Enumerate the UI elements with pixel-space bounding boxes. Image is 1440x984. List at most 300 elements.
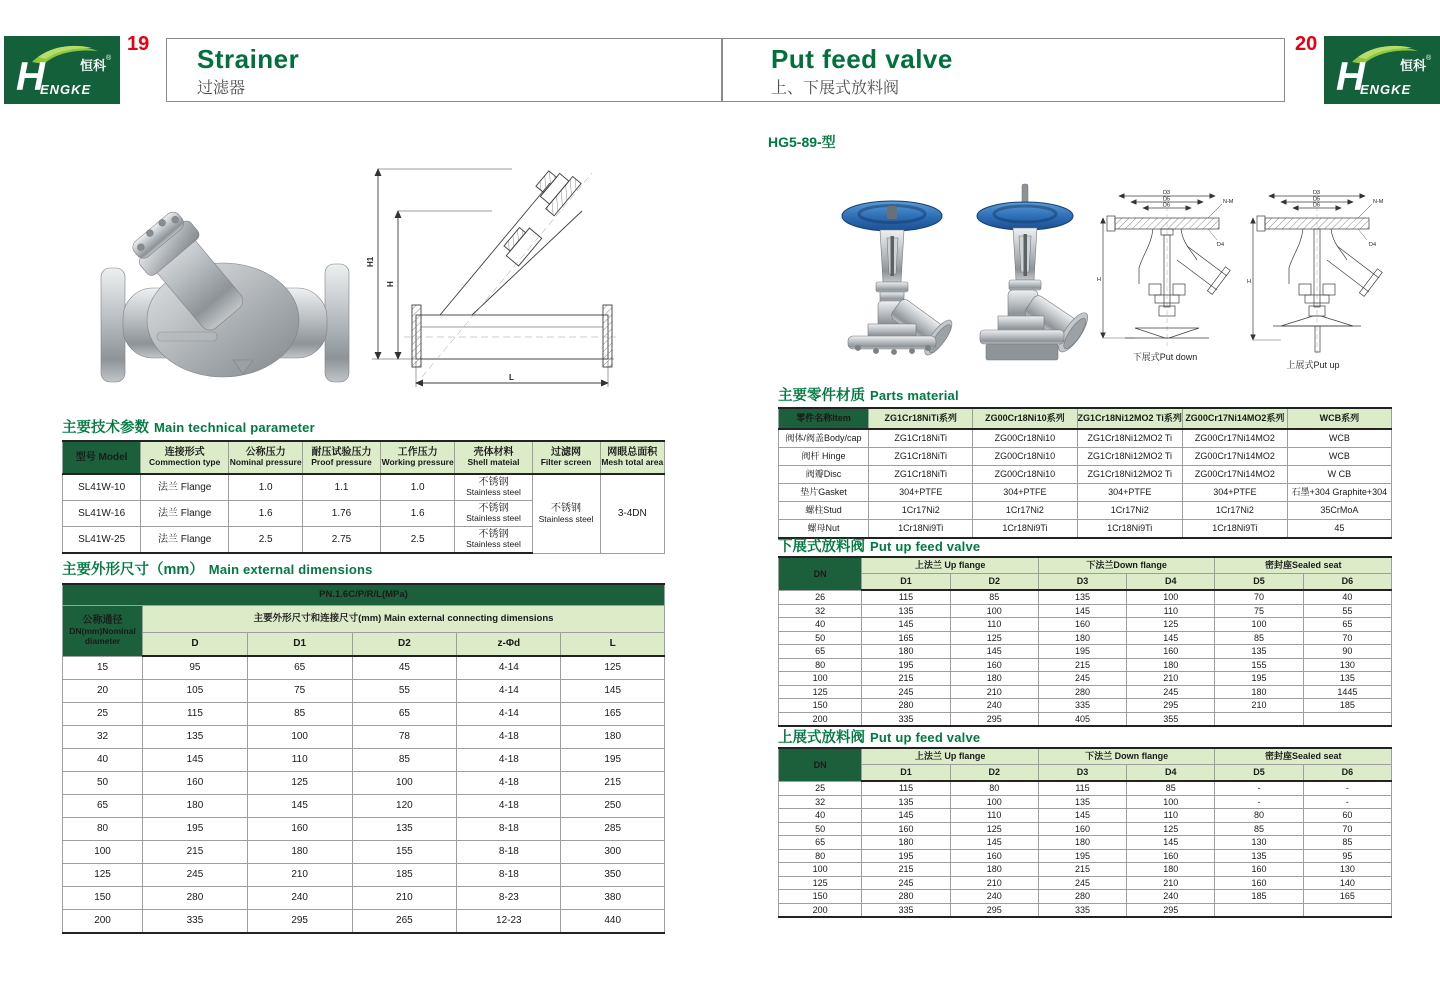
table-cell: 160 [862,822,950,836]
table-cell: ZG1Cr18Ni12MO2 Ti [1077,466,1182,484]
feed-valve-drawing-up [1245,188,1393,363]
table-cell: 55 [1303,604,1391,618]
table-cell: 135 [1303,672,1391,686]
table-cell: 180 [1038,631,1126,645]
table-cell: 78 [352,726,457,749]
table-cell: 1.0 [380,474,455,501]
table-header-row [779,574,1392,591]
hengke-logo-icon [4,36,120,104]
table-cell: 240 [247,887,352,910]
table-cell: 145 [561,680,665,703]
table-cell: ZG1Cr18Ni12MO2 Ti [1077,429,1182,448]
table-cell: 180 [950,672,1038,686]
table-cell: ZG1Cr18Ni12MO2 Ti [1077,448,1182,466]
col-header: D2 [352,633,457,657]
table-cell: 180 [1038,836,1126,850]
group-header: 密封座Sealed seat [1215,557,1392,574]
col-header: 零件名称Item [779,408,869,429]
table-cell: 40 [1303,590,1391,604]
dim-label-h1: H1 [366,256,375,267]
col-header: L [561,633,665,657]
svg-text:D3: D3 [1163,190,1171,196]
table-cell [1303,903,1391,917]
svg-text:D6: D6 [1163,202,1171,209]
table-cell: WCB [1287,448,1391,466]
col-header: 连接形式 Commection type [141,441,229,474]
table-cell: 100 [779,672,862,686]
table-cell: 215 [862,672,950,686]
col-header: ZG1Cr18Ni12MO2 Ti系列 [1077,408,1182,429]
table-cell: 200 [779,712,862,726]
table-cell: 65 [63,795,143,818]
table-cell: 350 [561,864,665,887]
table-cell: 180 [143,795,248,818]
table-cell: 215 [561,772,665,795]
table-cell: ZG1Cr18NiTi [869,466,973,484]
table-header-row [63,633,665,657]
table-cell: 280 [862,699,950,713]
table-cell: 210 [247,864,352,887]
table-cell: 335 [1038,903,1126,917]
svg-text:D4: D4 [1369,242,1377,248]
table-cell: 135 [1038,590,1126,604]
table-cell: 75 [247,680,352,703]
col-header: D1 [862,574,950,591]
table-row [63,680,665,703]
section-title-up-valve: 上展式放料阀 Put up feed valve [778,730,981,746]
table-cell: 25 [63,703,143,726]
table-cell: 90 [1303,645,1391,659]
table-cell: 130 [1303,658,1391,672]
table-cell: 105 [143,680,248,703]
page-title-right [722,38,1285,102]
page-number-left: 19 [127,33,150,55]
table-cell: 2.5 [380,527,455,554]
table-cell: 145 [1127,836,1215,850]
table-cell: 160 [143,772,248,795]
table-cell: 210 [950,685,1038,699]
table-cell: 145 [1038,809,1126,823]
table-cell: 245 [143,864,248,887]
table-cell: 60 [1303,809,1391,823]
table-row [63,474,665,501]
table-cell: 140 [1303,876,1391,890]
section-title-tech: 主要技术参数 Main technical parameter [62,420,315,436]
svg-text:®: ® [1426,55,1432,62]
table-row [63,726,665,749]
table-cell: 160 [1215,876,1303,890]
table-cell: 150 [779,699,862,713]
table-cell: 160 [1038,822,1126,836]
group-header: 上法兰 Up flange [862,748,1039,765]
table-cell: 155 [1215,658,1303,672]
table-row [779,890,1392,904]
table-header-row [63,606,665,633]
table-row [779,502,1392,520]
table-cell: 195 [143,818,248,841]
table-cell: 210 [1127,876,1215,890]
table-row [779,876,1392,890]
table-cell: 4-14 [457,703,561,726]
table-cell: 石墨+304 Graphite+304 [1287,484,1391,502]
table-cell: 195 [561,749,665,772]
svg-text:H: H [1336,55,1365,99]
svg-text:恒科: 恒科 [1400,58,1427,73]
table-cell: 215 [1038,658,1126,672]
brand-logo-left [4,36,120,109]
drawing-caption-up: 上展式Put up [1286,360,1340,370]
table-cell: 32 [779,604,862,618]
table-cell: ZG00Cr17Ni14MO2 [1182,429,1287,448]
table-row [779,658,1392,672]
table-cell: 185 [1303,699,1391,713]
table-row [63,910,665,934]
table-cell: 285 [561,818,665,841]
table-header-row [779,408,1392,429]
col-header: z-Φd [457,633,561,657]
group-header: 主要外形尺寸和连接尺寸(mm) Main external connecting dimensions [143,606,665,633]
table-cell: 8-18 [457,841,561,864]
table-cell: ZG1Cr18NiTi [869,429,973,448]
table-cell: 80 [950,781,1038,795]
svg-text:ENGKE: ENGKE [1360,82,1412,97]
table-row [779,836,1392,850]
table-cell: 135 [1215,849,1303,863]
table-cell: 210 [1127,672,1215,686]
table-cell: 150 [63,887,143,910]
table-row [779,590,1392,604]
table-cell: 垫片Gasket [779,484,869,502]
table-row [779,822,1392,836]
table-cell: 195 [862,658,950,672]
table-cell: 304+PTFE [973,484,1077,502]
table-cell: 4-14 [457,656,561,680]
strainer-body [101,206,349,382]
table-cell: 2.75 [303,527,381,554]
table-cell: 160 [950,658,1038,672]
table-cell: 85 [1303,836,1391,850]
table-cell: 100 [247,726,352,749]
table-header-row [779,557,1392,574]
table-cell: 160 [950,849,1038,863]
svg-text:N-M: N-M [1373,199,1384,205]
svg-text:D4: D4 [1217,242,1225,248]
table-cell: 15 [63,656,143,680]
table-cell: 145 [862,809,950,823]
table-cell: 165 [561,703,665,726]
table-cell [1303,712,1391,726]
model-type-label: HG5-89-型 [768,134,836,150]
col-header: ZG1Cr18NiTi系列 [869,408,973,429]
table-cell: 160 [1038,618,1126,632]
page-title-right-zh: 上、下展式放料阀 [771,80,900,98]
table-cell: ZG00Cr17Ni14MO2 [1182,466,1287,484]
table-cell: 180 [247,841,352,864]
table-cell: 180 [1127,863,1215,877]
table-cell: 295 [1127,903,1215,917]
table-cell: 195 [1215,672,1303,686]
table-row [779,699,1392,713]
table-cell: 阀体/阀盖Body/cap [779,429,869,448]
table-cell: 265 [352,910,457,934]
table-cell: 35CrMoA [1287,502,1391,520]
table-cell: 85 [352,749,457,772]
table-cell: ZG1Cr18NiTi [869,448,973,466]
table-cell: 1Cr17Ni2 [973,502,1077,520]
table-cell: 180 [862,645,950,659]
table-cell: 8-18 [457,864,561,887]
table-cell: 不锈钢 Stainless steel [455,474,532,501]
col-header: 过滤网 Filter screen [532,441,600,474]
table-cell: 150 [779,890,862,904]
table-cell: 法兰 Flange [141,474,229,501]
table-cell: 65 [247,656,352,680]
table-cell: 280 [143,887,248,910]
group-header: 下法兰 Down flange [1038,748,1215,765]
table-cell: 215 [1038,863,1126,877]
handwheel [977,202,1073,230]
table-cell: 100 [1215,618,1303,632]
table-cell: 180 [950,863,1038,877]
table-cell: 100 [779,863,862,877]
table-header-row [63,584,665,606]
table-row [63,749,665,772]
table-cell: 85 [247,703,352,726]
table-cell: 295 [247,910,352,934]
table-cell: 125 [950,631,1038,645]
table-cell: SL41W-25 [63,527,141,554]
table-cell: 145 [950,645,1038,659]
col-header: D6 [1303,765,1391,782]
table-cell: 215 [143,841,248,864]
table-row [63,841,665,864]
hengke-logo-icon [1324,36,1440,104]
table-cell: 2.5 [229,527,303,554]
table-cell: 125 [561,656,665,680]
table-cell: 螺柱Stud [779,502,869,520]
table-cell: 160 [1127,645,1215,659]
table-cell: 80 [779,849,862,863]
table-cell: 95 [143,656,248,680]
col-header: D2 [950,574,1038,591]
table-cell: 245 [862,685,950,699]
table-cell: 40 [63,749,143,772]
table-cell: 100 [1127,795,1215,809]
table-cell: 100 [950,604,1038,618]
table-cell: 1Cr18Ni9Ti [1182,520,1287,539]
table-cell: 8-23 [457,887,561,910]
table-cell: 1Cr17Ni2 [1182,502,1287,520]
table-cell: 4-18 [457,795,561,818]
table-cell: 阀杆 Hinge [779,448,869,466]
down-feed-valve-table [778,556,1392,727]
svg-text:H: H [16,55,45,99]
svg-text:D5: D5 [1163,196,1171,203]
table-row [779,645,1392,659]
svg-text:恒科: 恒科 [80,58,107,73]
table-cell: 70 [1303,822,1391,836]
drawing-caption-down: 下展式Put down [1132,352,1198,362]
svg-text:®: ® [106,55,112,62]
pn-header: PN.1.6C/P/R/L(MPa) [63,584,665,606]
table-cell: 165 [1303,890,1391,904]
table-cell: 80 [1215,809,1303,823]
table-header-row [779,748,1392,765]
table-cell [1215,712,1303,726]
table-cell: 32 [779,795,862,809]
table-cell: 300 [561,841,665,864]
parts-material-table [778,407,1392,539]
table-cell: 295 [950,903,1038,917]
table-cell: ZG00Cr18Ni10 [973,466,1077,484]
table-cell: 440 [561,910,665,934]
table-cell: 250 [561,795,665,818]
table-row [63,703,665,726]
table-cell: 335 [1038,699,1126,713]
svg-text:H: H [1247,279,1251,285]
handwheel [842,201,942,231]
table-cell: 110 [1127,809,1215,823]
page-title-right-en: Put feed valve [771,44,953,74]
table-cell: 4-18 [457,726,561,749]
svg-text:D3: D3 [1313,190,1321,196]
dim-label-l: L [509,373,514,382]
table-cell: 125 [63,864,143,887]
table-cell: 135 [862,795,950,809]
col-header: D5 [1215,765,1303,782]
table-cell: 不锈钢 Stainless steel [455,501,532,527]
table-cell: 240 [950,699,1038,713]
table-cell: 210 [950,876,1038,890]
col-header: D4 [1127,765,1215,782]
table-cell: 125 [1127,822,1215,836]
table-cell: 40 [779,618,862,632]
external-dimensions-table [62,583,665,934]
table-cell: 阀瓣Disc [779,466,869,484]
table-row [779,795,1392,809]
table-cell: - [1303,781,1391,795]
table-cell: 210 [352,887,457,910]
page-title-left [166,38,722,102]
table-cell: 32 [63,726,143,749]
col-header: 壳体材料 Shell mateial [455,441,532,474]
strainer-photo [95,192,355,402]
svg-text:D5: D5 [1313,196,1321,203]
table-cell: 135 [143,726,248,749]
table-cell: 85 [1215,822,1303,836]
svg-text:ENGKE: ENGKE [40,82,92,97]
table-cell: ZG00Cr18Ni10 [973,448,1077,466]
table-cell: 25 [779,781,862,795]
table-cell: 50 [779,822,862,836]
table-row [63,864,665,887]
table-row [779,849,1392,863]
feed-valve-photo-down [832,190,964,373]
table-cell-mesh-area: 3-4DN [600,474,664,553]
table-cell: 145 [862,618,950,632]
group-header: 上法兰 Up flange [862,557,1039,574]
svg-text:D6: D6 [1313,202,1321,209]
table-cell: 55 [352,680,457,703]
brand-logo-right [1324,36,1440,109]
svg-text:H: H [1097,277,1101,283]
col-header: D3 [1038,574,1126,591]
table-row [63,818,665,841]
table-cell: 45 [1287,520,1391,539]
table-cell: 110 [950,809,1038,823]
table-cell: ZG00Cr17Ni14MO2 [1182,448,1287,466]
table-cell: 4-18 [457,749,561,772]
table-row [779,863,1392,877]
col-header: D1 [247,633,352,657]
table-row [779,685,1392,699]
tech-parameter-table [62,440,665,554]
table-cell: 245 [1127,685,1215,699]
col-header: D3 [1038,765,1126,782]
table-cell: 65 [779,645,862,659]
dim-label-h: H [386,281,395,287]
table-cell: 4-18 [457,772,561,795]
table-cell: 135 [352,818,457,841]
table-cell: 155 [352,841,457,864]
table-cell: 110 [1127,604,1215,618]
table-header-row [779,765,1392,782]
table-cell: 215 [862,863,950,877]
table-cell: 75 [1215,604,1303,618]
col-header: 网眼总面积 Mesh total area [600,441,664,474]
table-cell: 50 [63,772,143,795]
table-cell: 65 [779,836,862,850]
table-cell: 135 [1215,645,1303,659]
col-header: D5 [1215,574,1303,591]
table-cell: 145 [143,749,248,772]
col-header: 公称压力 Nominal pressure [229,441,303,474]
table-cell: 380 [561,887,665,910]
feed-valve-drawing-down [1095,188,1240,355]
table-cell: 95 [1303,849,1391,863]
dn-header: 公称通径 DN(mm)Nominal diameter [63,606,143,657]
table-cell: 304+PTFE [869,484,973,502]
table-cell: 135 [862,604,950,618]
table-row [63,795,665,818]
table-cell: - [1215,781,1303,795]
table-cell: 115 [1038,781,1126,795]
table-cell: 195 [1038,849,1126,863]
up-feed-valve-table [778,747,1392,918]
col-header: 耐压试验压力 Proof pressure [303,441,381,474]
table-cell: 1Cr18Ni9Ti [869,520,973,539]
col-header: D1 [862,765,950,782]
table-cell: 1Cr18Ni9Ti [973,520,1077,539]
table-cell: 245 [862,876,950,890]
table-cell: 180 [561,726,665,749]
page-title-left-zh: 过滤器 [197,80,246,98]
table-cell: 85 [1215,631,1303,645]
table-row [779,618,1392,632]
table-cell: 1.6 [229,501,303,527]
col-header: D6 [1303,574,1391,591]
table-cell: 螺母Nut [779,520,869,539]
table-cell: 1445 [1303,685,1391,699]
table-cell: 26 [779,590,862,604]
table-cell: 80 [63,818,143,841]
table-cell: 40 [779,809,862,823]
table-cell: 130 [1215,836,1303,850]
table-cell: 120 [352,795,457,818]
table-cell: 125 [779,876,862,890]
table-cell: 100 [950,795,1038,809]
table-cell: 145 [247,795,352,818]
